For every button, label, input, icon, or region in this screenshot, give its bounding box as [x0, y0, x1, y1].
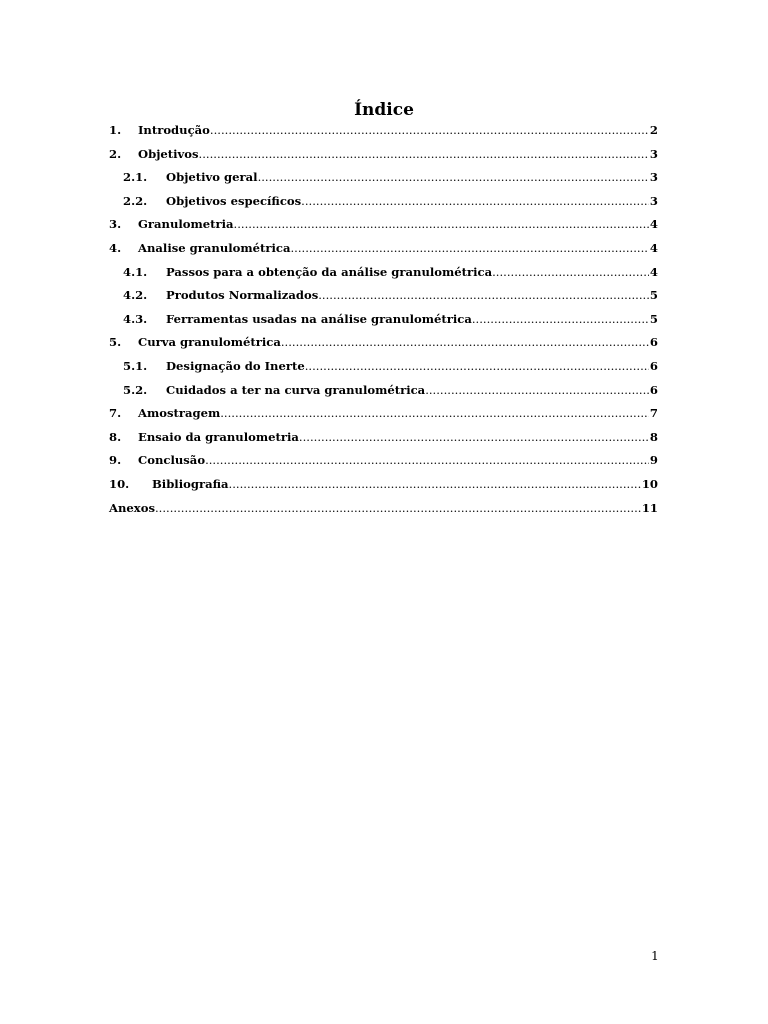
- toc-entry[interactable]: [109, 379, 658, 403]
- toc-entry-number: 4.2.: [123, 288, 148, 303]
- toc-entry-label: Introdução: [138, 123, 210, 137]
- toc-entry-page: 7: [649, 406, 658, 421]
- toc-entry-label: Ferramentas usadas na análise granulométrica: [166, 311, 472, 326]
- toc-entry[interactable]: [109, 449, 658, 473]
- toc-entry-page: 11: [641, 500, 658, 515]
- toc-entry[interactable]: [109, 119, 658, 143]
- toc-entry-label: Designação do Inerte: [166, 358, 305, 373]
- table-of-contents: [109, 119, 658, 520]
- toc-entry-label: Ensaio da granulometria: [138, 429, 299, 444]
- toc-entry-number: 8.: [109, 429, 122, 444]
- toc-dot-leader: [258, 166, 649, 190]
- toc-entry-label: Passos para a obtenção da análise granulométrica: [166, 264, 493, 279]
- toc-entry-number: 3.: [109, 217, 122, 232]
- toc-entry-page: 6: [649, 335, 658, 350]
- toc-entry-number: 4.3.: [123, 311, 148, 326]
- document-title: Índice: [354, 100, 414, 120]
- toc-entry-page: 6: [649, 382, 658, 397]
- toc-dot-leader: [318, 284, 649, 308]
- toc-entry-page: 3: [649, 170, 658, 185]
- toc-entry-label: Analise granulométrica: [138, 240, 291, 255]
- toc-entry-number: 5.: [109, 335, 122, 350]
- toc-entry[interactable]: [109, 355, 658, 379]
- toc-entry-page: 10: [641, 476, 658, 491]
- toc-entry-label: Objetivos específicos: [166, 193, 302, 208]
- toc-entry[interactable]: [109, 473, 658, 497]
- toc-entry[interactable]: [109, 166, 658, 190]
- toc-dot-leader: [155, 497, 641, 521]
- toc-dot-leader: [301, 190, 649, 214]
- toc-entry-page: 4: [649, 264, 658, 279]
- toc-entry-label: Produtos Normalizados: [166, 288, 319, 303]
- toc-entry-number: 2.: [109, 146, 122, 161]
- toc-entry-number: 5.2.: [123, 382, 148, 397]
- toc-entry-label: Objetivos: [138, 146, 199, 161]
- toc-entry-label: Amostragem: [138, 406, 221, 421]
- toc-entry-page: 5: [649, 311, 658, 326]
- toc-entry-page: 4: [649, 240, 658, 255]
- toc-entry[interactable]: [109, 143, 658, 167]
- toc-entry-label: Curva granulométrica: [138, 335, 281, 350]
- toc-entry-page: 8: [649, 429, 658, 444]
- toc-dot-leader: [210, 119, 649, 143]
- toc-entry-label: Conclusão: [138, 453, 206, 468]
- toc-entry-page: 5: [649, 288, 658, 303]
- toc-entry-page: 3: [649, 193, 658, 208]
- toc-dot-leader: [425, 379, 649, 403]
- toc-dot-leader: [305, 355, 649, 379]
- toc-dot-leader: [229, 473, 641, 497]
- toc-dot-leader: [199, 143, 649, 167]
- toc-entry-number: 9.: [109, 453, 122, 468]
- toc-dot-leader: [291, 237, 649, 261]
- toc-entry-page: 2: [649, 123, 658, 137]
- toc-entry-label: Objetivo geral: [166, 170, 258, 185]
- toc-entry[interactable]: [109, 402, 658, 426]
- toc-entry-label: Granulometria: [138, 217, 234, 232]
- toc-entry-label: Cuidados a ter na curva granulométrica: [166, 382, 426, 397]
- toc-entry-number: 7.: [109, 406, 122, 421]
- toc-entry-page: 3: [649, 146, 658, 161]
- toc-entry[interactable]: [109, 426, 658, 450]
- toc-entry-page: 4: [649, 217, 658, 232]
- toc-dot-leader: [492, 261, 649, 285]
- toc-entry-number: 4.: [109, 240, 122, 255]
- toc-dot-leader: [472, 308, 649, 332]
- toc-entry-page: 6: [649, 358, 658, 373]
- toc-entry[interactable]: [109, 284, 658, 308]
- toc-entry[interactable]: [109, 497, 658, 521]
- toc-dot-leader: [299, 426, 649, 450]
- toc-entry[interactable]: [109, 308, 658, 332]
- toc-entry-number: 2.1.: [123, 170, 148, 185]
- toc-entry-number: 2.2.: [123, 193, 148, 208]
- toc-entry-number: 1.: [109, 123, 122, 137]
- toc-entry-page: 9: [649, 453, 658, 468]
- toc-entry-number: 10.: [109, 476, 130, 491]
- toc-entry-number: 4.1.: [123, 264, 148, 279]
- toc-dot-leader: [205, 449, 649, 473]
- toc-entry[interactable]: [109, 190, 658, 214]
- toc-dot-leader: [220, 402, 649, 426]
- toc-entry-number: 5.1.: [123, 358, 148, 373]
- toc-dot-leader: [281, 331, 649, 355]
- page-number: 1: [651, 949, 659, 963]
- toc-entry[interactable]: [109, 331, 658, 355]
- toc-entry-label: Bibliografia: [152, 476, 229, 491]
- toc-entry[interactable]: [109, 213, 658, 237]
- toc-entry[interactable]: [109, 261, 658, 285]
- toc-entry[interactable]: [109, 237, 658, 261]
- toc-entry-label: Anexos: [109, 500, 155, 515]
- toc-dot-leader: [234, 213, 649, 237]
